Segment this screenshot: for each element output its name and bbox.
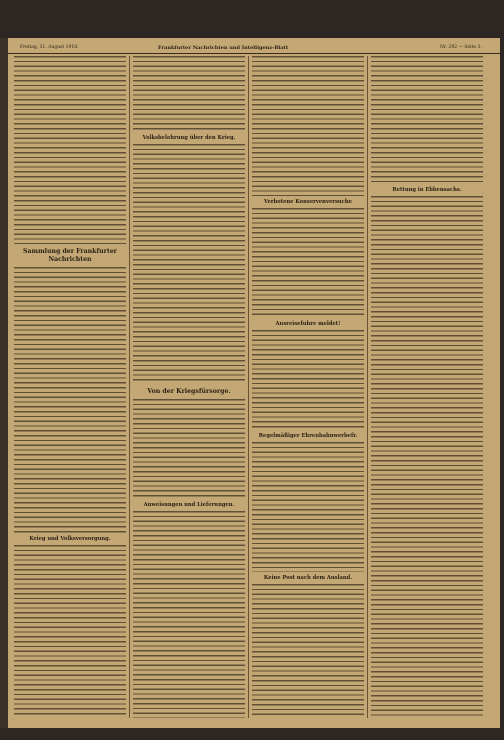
column-4 (371, 56, 483, 718)
column-2-heading-2: Von der Kriegsfürsorge. (147, 388, 231, 395)
article-text (252, 208, 364, 318)
header-rule (8, 53, 500, 54)
article-text (14, 545, 126, 718)
column-3 (252, 56, 364, 718)
article-text (371, 56, 483, 184)
header-page-number: Nr. 292 — Seite 3. (440, 45, 482, 50)
column-2-heading-3: Anweisungen und Lieferungen. (143, 502, 235, 508)
article-text (133, 56, 245, 132)
column-rule (367, 56, 368, 718)
article-text (133, 399, 245, 499)
article-text (252, 330, 364, 430)
column-3-heading-4: Keine Post nach dem Ausland. (263, 575, 353, 581)
column-1-heading-2: Krieg und Volksversorgung. (29, 536, 111, 542)
column-3-heading-1: Verbotene Konservenversuche (264, 199, 352, 205)
column-rule (248, 56, 249, 718)
column-3-heading-3: Regelmäßiger Ehrenbahnwerbefr. (258, 433, 358, 439)
column-3-heading-2: Ausreisefuhre meldet! (275, 321, 341, 327)
book-binding (0, 38, 8, 728)
article-text (252, 584, 364, 718)
article-text (252, 56, 364, 196)
article-text (133, 144, 245, 384)
article-text (133, 511, 245, 718)
article-text (252, 442, 364, 572)
header-date: Freitag, 31. August 1918. (20, 45, 79, 50)
article-text (371, 196, 483, 716)
page-header (8, 41, 500, 53)
column-2 (133, 56, 245, 718)
article-text (14, 267, 126, 533)
article-text (14, 56, 126, 244)
column-4-heading-1: Rettung in Ebbensachs. (392, 187, 462, 193)
column-2-heading-1: Volksbelehrung über den Krieg. (142, 135, 236, 141)
column-1-heading-1: Sammlung der Frankfurter Nachrichten (23, 248, 117, 263)
column-rule (129, 56, 130, 718)
column-1 (14, 56, 126, 718)
header-masthead: Frankfurter Nachrichten und Intelligenz-Blatt (158, 45, 289, 51)
